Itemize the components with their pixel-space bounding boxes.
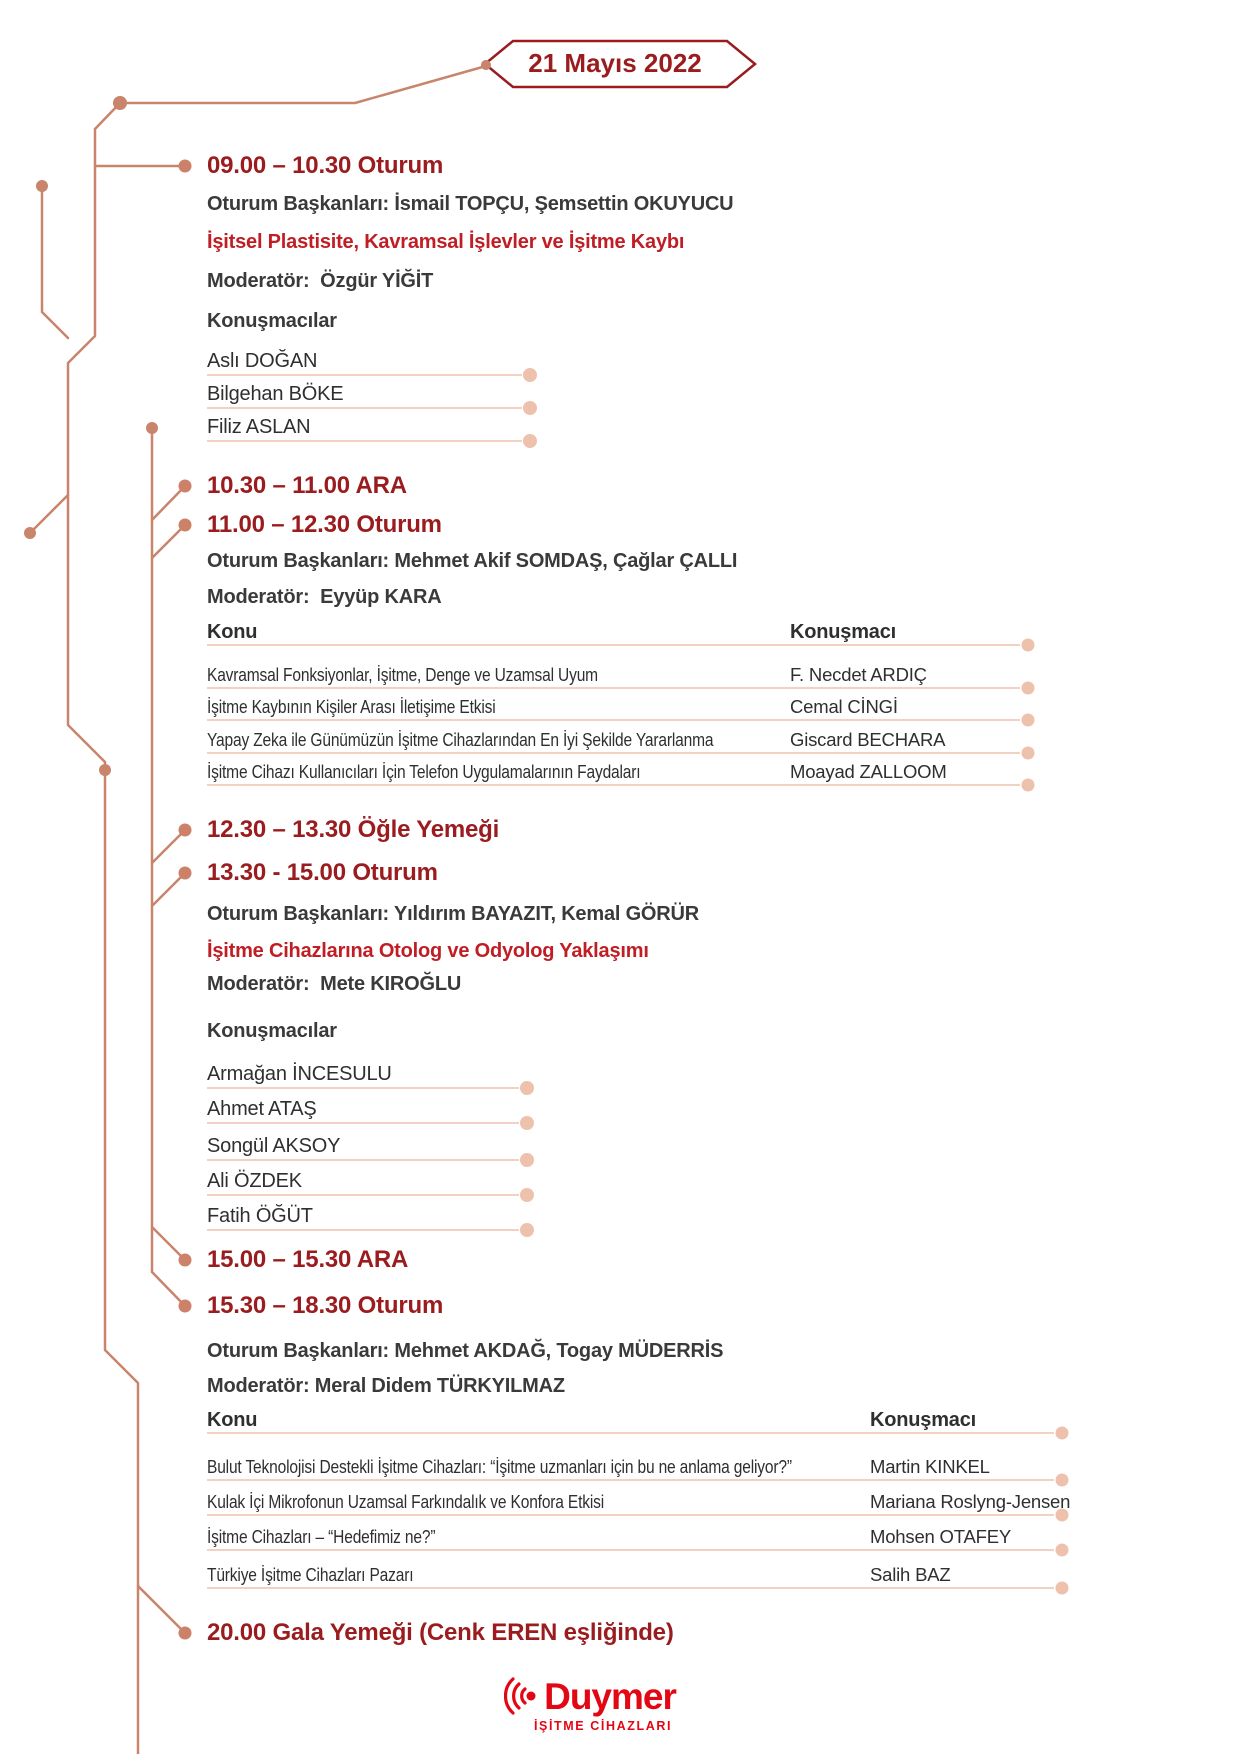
table-header-speaker: Konuşmacı — [870, 1409, 977, 1431]
speaker-name: Filiz ASLAN — [207, 416, 311, 438]
topic-cell: İşitme Kaybının Kişiler Arası İletişime Etkisi — [207, 696, 496, 717]
speakers-heading: Konuşmacılar — [207, 1020, 337, 1042]
speaker-cell: Moayad ZALLOOM — [790, 761, 947, 782]
duymer-logo — [480, 1676, 700, 1733]
speakers-heading: Konuşmacılar — [207, 310, 337, 332]
topic-cell: Kulak İçi Mikrofonun Uzamsal Farkındalık ve Konfora Etkisi — [207, 1491, 605, 1512]
topic-cell: Kavramsal Fonksiyonlar, İşitme, Denge ve Uzamsal Uyum — [207, 664, 598, 685]
session-moderator: Moderatör: Meral Didem TÜRKYILMAZ — [207, 1375, 565, 1397]
speaker-name: Ali ÖZDEK — [207, 1170, 302, 1192]
break-time: 10.30 – 11.00 ARA — [207, 472, 407, 499]
session-moderator: Moderatör: Eyyüp KARA — [207, 586, 442, 608]
speaker-name: Songül AKSOY — [207, 1135, 341, 1157]
topic-cell: Bulut Teknolojisi Destekli İşitme Cihazları: “İşitme uzmanları için bu ne anlama geliyor?” — [207, 1456, 792, 1477]
table-header-speaker: Konuşmacı — [790, 621, 897, 643]
speaker-name: Bilgehan BÖKE — [207, 383, 344, 405]
speaker-cell: Salih BAZ — [870, 1564, 951, 1585]
speaker-cell: Mariana Roslyng-Jensen — [870, 1491, 1071, 1512]
break-time: 12.30 – 13.30 Öğle Yemeği — [207, 816, 500, 843]
logo-tagline: İŞİTME CİHAZLARI — [533, 1719, 673, 1733]
table-header-konu: Konu — [207, 1409, 258, 1431]
speaker-cell: Cemal CİNGİ — [790, 696, 898, 717]
speaker-cell: Mohsen OTAFEY — [870, 1526, 1011, 1547]
topic-cell: İşitme Cihazları – “Hedefimiz ne?” — [207, 1526, 436, 1547]
date-badge: 21 Mayıs 2022 — [528, 48, 702, 78]
session-chairs: Oturum Başkanları: Yıldırım BAYAZIT, Kemal GÖRÜR — [207, 903, 700, 925]
gala-heading: 20.00 Gala Yemeği (Cenk EREN eşliğinde) — [207, 1619, 674, 1646]
speaker-name: Armağan İNCESULU — [207, 1063, 392, 1085]
session-chairs: Oturum Başkanları: Mehmet Akif SOMDAŞ, Çağlar ÇALLI — [207, 550, 738, 572]
speaker-name: Fatih ÖĞÜT — [207, 1205, 313, 1227]
topic-cell: Türkiye İşitme Cihazları Pazarı — [207, 1564, 414, 1585]
session-time: 09.00 – 10.30 Oturum — [207, 152, 444, 179]
break-time: 15.00 – 15.30 ARA — [207, 1246, 409, 1273]
topic-cell: Yapay Zeka ile Günümüzün İşitme Cihazlarından En İyi Şekilde Yararlanma — [207, 729, 714, 750]
logo-wordmark: Duymer — [544, 1675, 676, 1717]
session-time: 13.30 - 15.00 Oturum — [207, 859, 438, 886]
session-topic: İşitme Cihazlarına Otolog ve Odyolog Yaklaşımı — [207, 940, 649, 962]
speaker-cell: F. Necdet ARDIÇ — [790, 664, 927, 685]
session-moderator: Moderatör: Özgür YİĞİT — [207, 270, 434, 292]
sound-waves-icon — [504, 1676, 540, 1716]
session-time: 15.30 – 18.30 Oturum — [207, 1292, 444, 1319]
speaker-cell: Martin KINKEL — [870, 1456, 990, 1477]
session-topic: İşitsel Plastisite, Kavramsal İşlevler ve İşitme Kaybı — [207, 231, 685, 253]
session-chairs: Oturum Başkanları: İsmail TOPÇU, Şemsettin OKUYUCU — [207, 193, 734, 215]
session-time: 11.00 – 12.30 Oturum — [207, 511, 442, 538]
topic-cell: İşitme Cihazı Kullanıcıları İçin Telefon Uygulamalarının Faydaları — [207, 761, 641, 782]
table-header-konu: Konu — [207, 621, 258, 643]
session-chairs: Oturum Başkanları: Mehmet AKDAĞ, Togay MÜDERRİS — [207, 1340, 724, 1362]
speaker-name: Aslı DOĞAN — [207, 350, 318, 372]
session-moderator: Moderatör: Mete KIROĞLU — [207, 973, 462, 995]
speaker-cell: Giscard BECHARA — [790, 729, 946, 750]
speaker-name: Ahmet ATAŞ — [207, 1098, 317, 1120]
